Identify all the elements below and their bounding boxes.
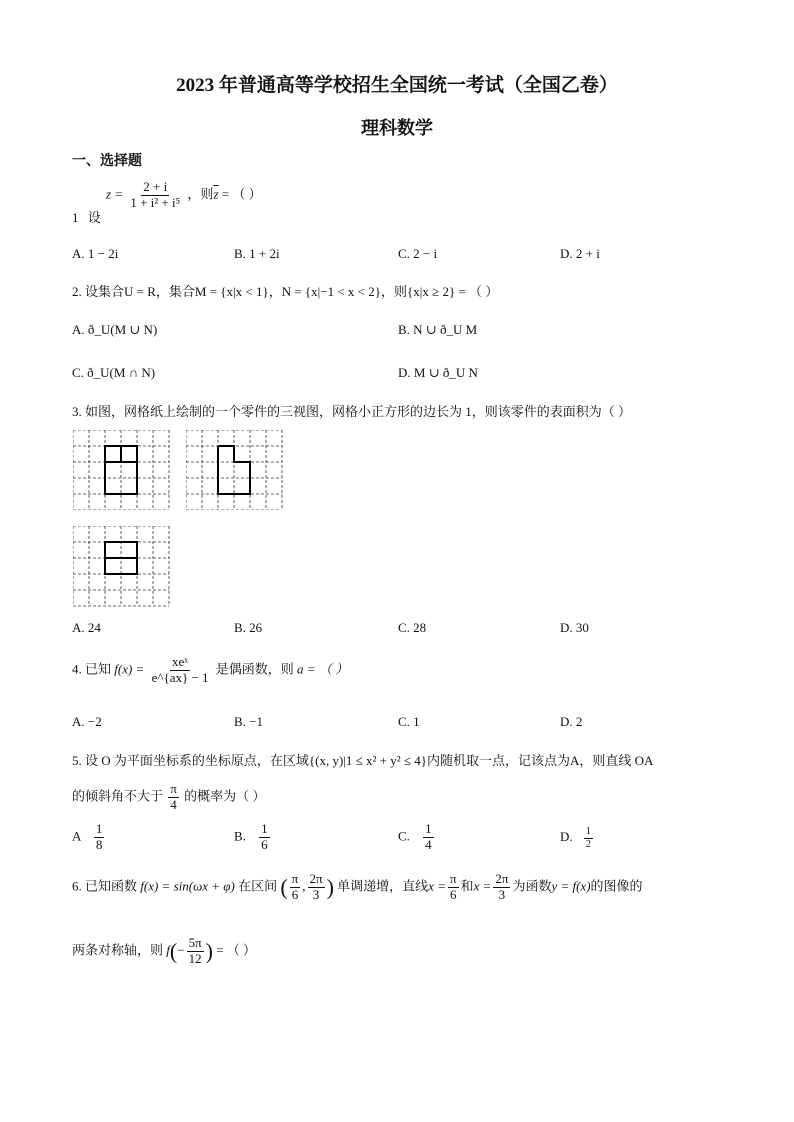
question-5-line2	[72, 782, 265, 813]
q2-option-a: A. ð_U(M ∪ N)	[72, 322, 158, 337]
q4-option-a: A. −2	[72, 714, 102, 729]
q5-option-c-num: 1	[425, 821, 432, 836]
q5-option-a-num: 1	[95, 821, 103, 836]
q5-option-a-den: 8	[95, 836, 103, 852]
q6-mid2: 单调递增，直线	[337, 878, 429, 894]
q5-option-a-label: A	[72, 828, 81, 844]
q5-option-b-num: 1	[261, 821, 268, 836]
q1-option-c: C. 2 − i	[398, 246, 438, 261]
q3-option-b: B. 26	[234, 620, 263, 635]
q6-int-a-den: 6	[291, 886, 299, 902]
q2-option-b: B. N ∪ ð_U M	[398, 322, 478, 337]
q1-option-b: B. 1 + 2i	[234, 246, 280, 261]
q4-option-b: B. −1	[234, 714, 264, 729]
q3-option-d: D. 30	[560, 620, 589, 635]
q6-fx: f(x) = sin(ωx + φ)	[140, 878, 235, 894]
exam-subtitle: 理科数学	[361, 118, 433, 138]
q5-option-c-den: 4	[425, 836, 432, 852]
side-view-figure	[186, 430, 286, 510]
q6-fval-f: f	[166, 942, 170, 958]
q6-x2-num: 2π	[495, 871, 509, 886]
q5-option-d	[560, 826, 595, 850]
q5-option-b	[234, 822, 272, 853]
question-1	[72, 179, 262, 225]
q1-fraction	[128, 180, 182, 211]
q4-option-c: C. 1	[398, 714, 420, 729]
q6-line2-post: = （ ）	[216, 942, 257, 958]
q5-angle-fraction	[168, 782, 179, 813]
q5-angle-den: 4	[170, 796, 177, 812]
q6-x1-den: 6	[450, 886, 457, 902]
q5-option-c-label: C.	[398, 828, 410, 844]
front-view-figure	[73, 430, 173, 510]
q1-frac-den: 1 + i² + i⁵	[130, 194, 181, 210]
q2-option-c: C. ð_U(M ∩ N)	[72, 365, 156, 380]
q5-option-d-num: 1	[585, 826, 591, 837]
q6-x1-lhs: x =	[428, 878, 446, 894]
q1-pre: 设	[87, 210, 101, 225]
q5-line2-post: 的概率为（ ）	[184, 788, 266, 804]
q6-x1-num: π	[449, 871, 457, 886]
q1-tail: = （ ）	[218, 186, 262, 202]
q5-option-c	[398, 822, 436, 853]
q6-fval-den: 12	[188, 950, 202, 966]
q4-frac-num: xeˣ	[172, 654, 189, 669]
q6-line2-pre: 两条对称轴，则	[72, 942, 164, 958]
q5-option-a	[72, 822, 106, 853]
q4-option-d: D. 2	[560, 714, 583, 729]
q4-fraction	[150, 655, 211, 686]
q1-option-a: A. 1 − 2i	[72, 246, 119, 261]
q4-post: 是偶函数，则	[215, 661, 294, 677]
q1-frac-num: 2 + i	[143, 179, 168, 194]
q6-post: 为函数	[512, 878, 552, 894]
q1-option-d: D. 2 + i	[560, 246, 600, 261]
q2-option-d: D. M ∪ ð_U N	[398, 365, 478, 380]
q4-frac-den: e^{ax} − 1	[151, 669, 209, 685]
top-view-figure	[73, 526, 173, 608]
q4-fx: f(x) =	[114, 661, 145, 677]
q4-a-eq: a = （ ）	[297, 661, 349, 677]
q5-angle-num: π	[170, 781, 177, 796]
q6-post2: 的图像的	[590, 878, 643, 894]
q6-and: 和	[460, 878, 474, 894]
q6-left-paren: (	[280, 874, 288, 900]
question-2-stem: 2. 设集合U = R，集合M = {x|x < 1}，N = {x|−1 < x < 2}，则{x|x ≥ 2} = （ ）	[72, 284, 499, 299]
q6-x2-den: 3	[498, 886, 506, 902]
q6-fval-num: 5π	[188, 935, 202, 950]
q1-number: 1	[72, 210, 79, 225]
q1-zbar: $\overline{z}$	[213, 186, 219, 202]
question-4	[72, 655, 348, 686]
q6-x2-lhs: x =	[473, 878, 492, 894]
q5-option-d-label: D.	[560, 828, 573, 844]
q6-int-a-num: π	[291, 871, 299, 886]
q6-yfx: y = f(x)	[551, 878, 591, 894]
question-5-line1: 5. 设 O 为平面坐标系的坐标原点，在区域{(x, y)|1 ≤ x² + y² ≤ 4}内随机取一点，记该点为A，则直线 OA	[72, 753, 654, 768]
q1-z-lhs: z =	[106, 186, 124, 202]
question-6-line2: 两条对称轴，则 f(− $\frac{5\pi}{12}$ ) = （ ）	[72, 935, 257, 966]
q4-pre: 4. 已知	[72, 661, 112, 677]
q3-option-c: C. 28	[398, 620, 427, 635]
q3-option-a: A. 24	[72, 620, 101, 635]
question-3-stem: 3. 如图，网格纸上绘制的一个零件的三视图，网格小正方形的边长为 1，则该零件的表面积为（ ）	[72, 404, 632, 419]
question-6-line1: 6. 已知函数 f(x) = sin(ωx + φ) 在区间 ( $\frac{\pi}{6}$ , $\frac{2\pi}{3}$ ) 单调递增，直线x = $\frac{\pi}{6}$ 和x = $\frac{2\pi}{3}$ 为函数y = f(x)的图像的	[72, 871, 643, 902]
q5-option-b-label: B.	[234, 828, 246, 844]
q6-int-b-den: 3	[312, 886, 320, 902]
q5-option-d-den: 2	[585, 838, 591, 850]
q1-post: ，则	[187, 186, 214, 202]
q5-option-b-den: 6	[261, 836, 268, 852]
q6-mid: 在区间	[238, 878, 278, 894]
exam-title: 2023 年普通高等学校招生全国统一考试（全国乙卷）	[176, 75, 618, 96]
q5-line2-pre: 的倾斜角不大于	[72, 788, 164, 804]
q6-int-b-num: 2π	[309, 871, 323, 886]
section-heading: 一、选择题	[72, 154, 142, 169]
q6-pre: 6. 已知函数	[72, 878, 138, 894]
q6-right-paren: )	[326, 874, 334, 900]
